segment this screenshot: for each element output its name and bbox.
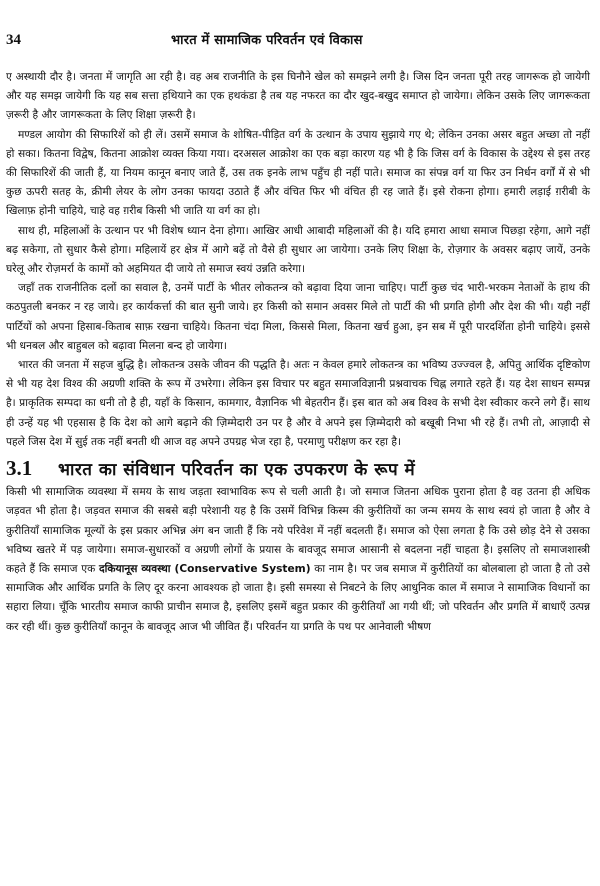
section-paragraph	[6, 483, 590, 637]
paragraph: जहाँ तक राजनीतिक दलों का सवाल है, उनमें पार्टी के भीतर लोकतन्त्र को बढ़ावा दिया जाना चाहिए। पार्टी कुछ चंद भारी-भरकम नेताओं के हाथ की कठपुतली बनकर न रह जाये। हर कार्यकर्त्ता की बात सुनी जाये। हर किसी को समान अवसर मिले तो पार्टी की भी प्रगति होगी और देश की भी। यही नहीं पार्टियों को अपना हिसाब-किताब साफ़ रखना चाहिये। कितना चंदा मिला, किससे मिला, कितना खर्च हुआ, इन सब में पूरी पारदर्शिता होनी चाहिये। इससे भी धनबल और बाहुबल को बढ़ावा मिलना बन्द हो जायेगा।	[6, 282, 590, 352]
paragraph: ए अस्थायी दौर है। जनता में जागृति आ रही है। वह अब राजनीति के इस घिनौने खेल को समझने लगी है। जिस दिन जनता पूरी तरह जागरूक हो जायेगी और यह समझ जायेगी कि यह सब सत्ता हथियाने का एक हथकंडा है तब यह नफरत का दौर खुद-बखुद समाप्त हो जायेगा। लेकिन उसके लिए जागरूकता ज़रूरी है और जागरूकता के लिए शिक्षा ज़रूरी है।	[6, 71, 590, 122]
section-title: भारत का संविधान परिवर्तन का एक उपकरण के रूप में	[58, 460, 416, 481]
paragraph: साथ ही, महिलाओं के उत्थान पर भी विशेष ध्यान देना होगा। आखिर आधी आबादी महिलाओं की है। यदि हमारा आधा समाज पिछड़ा रहेगा, आगे नहीं बढ़ सकेगा, तो सुधार कैसे होगा। महिलायें हर क्षेत्र में आगे बढ़ें तो वैसे ही सुधार आ जायेगा। उनके लिए शिक्षा के, रोज़गार के अवसर बढ़ाए जायें, उनके घरेलू और रोज़मर्रा के कामों को अहमियत दी जाये तो समाज स्वयं उन्नति करेगा।	[6, 224, 590, 276]
key-term: दकियानूस व्यवस्था (Conservative System)	[98, 563, 311, 576]
running-title: भारत में सामाजिक परिवर्तन एवं विकास	[171, 33, 363, 48]
paragraph: मण्डल आयोग की सिफारिशें को ही लें। उसमें समाज के शोषित-पीड़ित वर्ग के उत्थान के उपाय सुझाये गए थे; लेकिन उनका असर बहुत अच्छा तो नहीं हो सका। कितना विद्वेष, कितना आक्रोश व्यक्त किया गया। दरअसल आक्रोश का एक बड़ा कारण यह भी है कि जिस वर्ग के विकास के उद्देश्य से इस तरह की सिफारिशें की जाती हैं, या नियम कानून बनाए जाते हैं, उस तक इनके लाभ पहुँच ही नहीं पाते। समाज का संपन्न वर्ग या फिर उन निर्धन वर्गों में से भी कुछ ऊपरी सतह के, क्रीमी लेयर के लोग उनका फायदा उठाते हैं और वंचित फिर भी वंचित ही रह जाते हैं। इसे रोकना होगा। हमारी लड़ाई ग़रीबी के खिलाफ़ होनी चाहिये, चाहे वह ग़रीब किसी भी जाति या वर्ग का हो।	[6, 128, 590, 218]
page-number: 34	[6, 32, 21, 48]
page-header	[6, 30, 592, 52]
section-number: 3.1	[6, 456, 33, 481]
section-text-after: का नाम है। पर जब समाज में कुरीतियों का बोलबाला हो जाता है तो उसे सामाजिक और आर्थिक प्रगति के लिए दूर करना आवश्यक हो जाता है। इसी समस्या से निबटने के लिए आधुनिक काल में समाज ने सामाजिक विधानों का सहारा लिया। चूँकि भारतीय समाज काफी प्राचीन समाज है, इसलिए इसमें बहुत प्रकार की कुरीतियाँ आ गयी थीं; जो परिवर्तन और प्रगति में बाधाएँ उत्पन्न कर रही थीं। कुछ कुरीतियाँ कानून के बावजूद आज भी जीवित हैं। परिवर्तन या प्रगति के पथ पर आनेवाली भीषण	[6, 563, 590, 633]
section-text-before: किसी भी सामाजिक व्यवस्था में समय के साथ जड़ता स्वाभाविक रूप से चली आती है। जो समाज जितना अधिक पुराना होता है वह उतना ही अधिक जड़वत भी होता है। जड़वत समाज की सबसे बड़ी परेशानी यह है कि उसमें विभिन्न किस्म की कुरीतियों का जन्म समय के साथ स्वयं हो जाता है और वे कुरीतियाँ सामाजिक मूल्यों के इस प्रकार अभिन्न अंग बन जाती हैं कि नये परिवेश में नहीं बदलती हैं। समाज को ऐसा लगता है कि उसे छोड़ देने से उसका भविष्य खतरे में पड़ जायेगा। समाज-सुधारकों व अग्रणी लोगों के प्रयास के बावजूद समाज आसानी से बदलना नहीं चाहता है। इसलिए तो समाजशास्त्री कहते हैं कि समाज एक	[6, 486, 590, 576]
paragraph: भारत की जनता में सहज बुद्धि है। लोकतन्त्र उसके जीवन की पद्धति है। अतः न केवल हमारे लोकतन्त्र का भविष्य उज्ज्वल है, अपितु आर्थिक दृष्टिकोण से भी यह देश विश्व की अग्रणी शक्ति के रूप में उभरेगा। लेकिन इस विचार पर बहुत समाजविज्ञानी प्रश्नवाचक चिह्न लगाते रहते हैं। यह देश साधन सम्पन्न है। प्राकृतिक सम्पदा का धनी तो है ही, यहाँ के किसान, कामगार, वैज्ञानिक भी बेहतरीन हैं। इस बात को अब विश्व के सभी देश स्वीकार करने लगे हैं। साथ ही उन्हें यह भी एहसास है कि देश को आगे बढ़ाने की ज़िम्मेदारी उन पर है और वे अपने इस ज़िम्मेदारी को बखूबी निभा भी रहे हैं। तभी तो, आज़ादी से पहले जिस देश में सुई तक नहीं बनती थी आज वह अपने उपग्रह भेज रहा है, परमाणु परीक्षण कर रहा है।	[6, 359, 590, 448]
section-heading	[6, 456, 590, 481]
page-body	[6, 68, 590, 637]
